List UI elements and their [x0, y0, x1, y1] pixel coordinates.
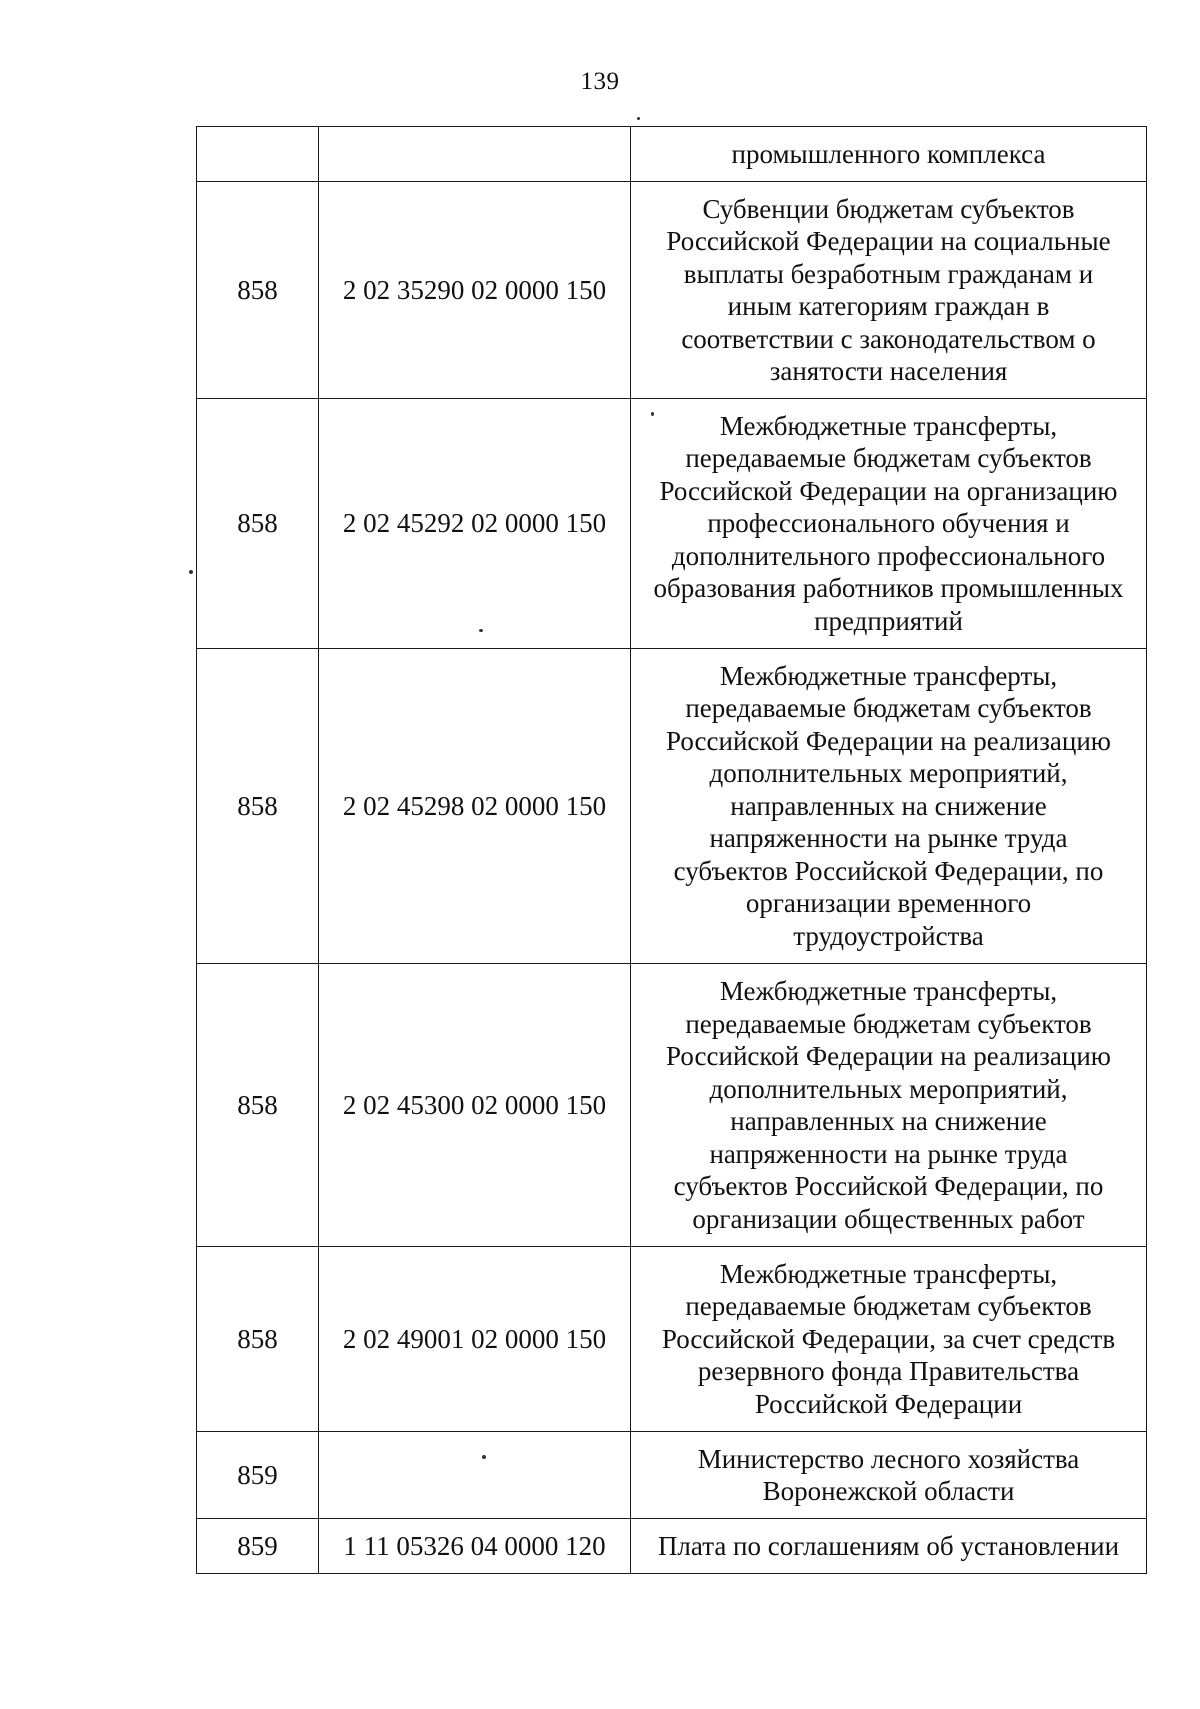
kbk-code-cell: 2 02 49001 02 0000 150: [319, 1247, 631, 1432]
kbk-code-cell: 1 11 05326 04 0000 120: [319, 1519, 631, 1574]
kbk-code-cell: [319, 127, 631, 182]
table-row: [197, 127, 1147, 182]
kbk-code-cell: 2 02 45292 02 0000 150: [319, 399, 631, 649]
table-row: [197, 1519, 1147, 1574]
kbk-code-cell: 2 02 35290 02 0000 150: [319, 182, 631, 399]
kbk-code-cell: 2 02 45298 02 0000 150: [319, 649, 631, 964]
admin-code-cell: 858: [197, 649, 319, 964]
description-cell: Министерство лесного хозяйства Воронежской области: [631, 1432, 1147, 1519]
budget-classification-table: [196, 126, 1147, 1574]
table-row: [197, 1432, 1147, 1519]
kbk-code-cell: [319, 1432, 631, 1519]
description-cell: Межбюджетные трансферты, передаваемые бюджетам субъектов Российской Федерации на организацию профессионального обучения и дополнительного профессионального образования работников промышленных предприятий: [631, 399, 1147, 649]
admin-code-cell: 858: [197, 964, 319, 1247]
description-cell: Межбюджетные трансферты, передаваемые бюджетам субъектов Российской Федерации на реализацию дополнительных мероприятий, направленных на снижение напряженности на рынке труда субъектов Российской Федерации, по организации общественных работ: [631, 964, 1147, 1247]
admin-code-cell: [197, 127, 319, 182]
table-row: [197, 182, 1147, 399]
admin-code-cell: 859: [197, 1519, 319, 1574]
description-cell: Межбюджетные трансферты, передаваемые бюджетам субъектов Российской Федерации на реализацию дополнительных мероприятий, направленных на снижение напряженности на рынке труда субъектов Российской Федерации, по организации временного трудоустройства: [631, 649, 1147, 964]
description-cell: промышленного комплекса: [631, 127, 1147, 182]
description-cell: Межбюджетные трансферты, передаваемые бюджетам субъектов Российской Федерации, за счет средств резервного фонда Правительства Российской Федерации: [631, 1247, 1147, 1432]
table-row: [197, 1247, 1147, 1432]
kbk-code-cell: 2 02 45300 02 0000 150: [319, 964, 631, 1247]
table-row: [197, 649, 1147, 964]
description-cell: Субвенции бюджетам субъектов Российской Федерации на социальные выплаты безработным гражданам и иным категориям граждан в соответствии с законодательством о занятости населения: [631, 182, 1147, 399]
table-body: [197, 127, 1147, 1574]
admin-code-cell: 858: [197, 399, 319, 649]
scan-speck: [637, 117, 640, 120]
admin-code-cell: 859: [197, 1432, 319, 1519]
table-row: [197, 399, 1147, 649]
page-number: 139: [580, 68, 620, 95]
admin-code-cell: 858: [197, 182, 319, 399]
table-row: [197, 964, 1147, 1247]
description-cell: Плата по соглашениям об установлении: [631, 1519, 1147, 1574]
scan-speck: [189, 570, 193, 574]
admin-code-cell: 858: [197, 1247, 319, 1432]
